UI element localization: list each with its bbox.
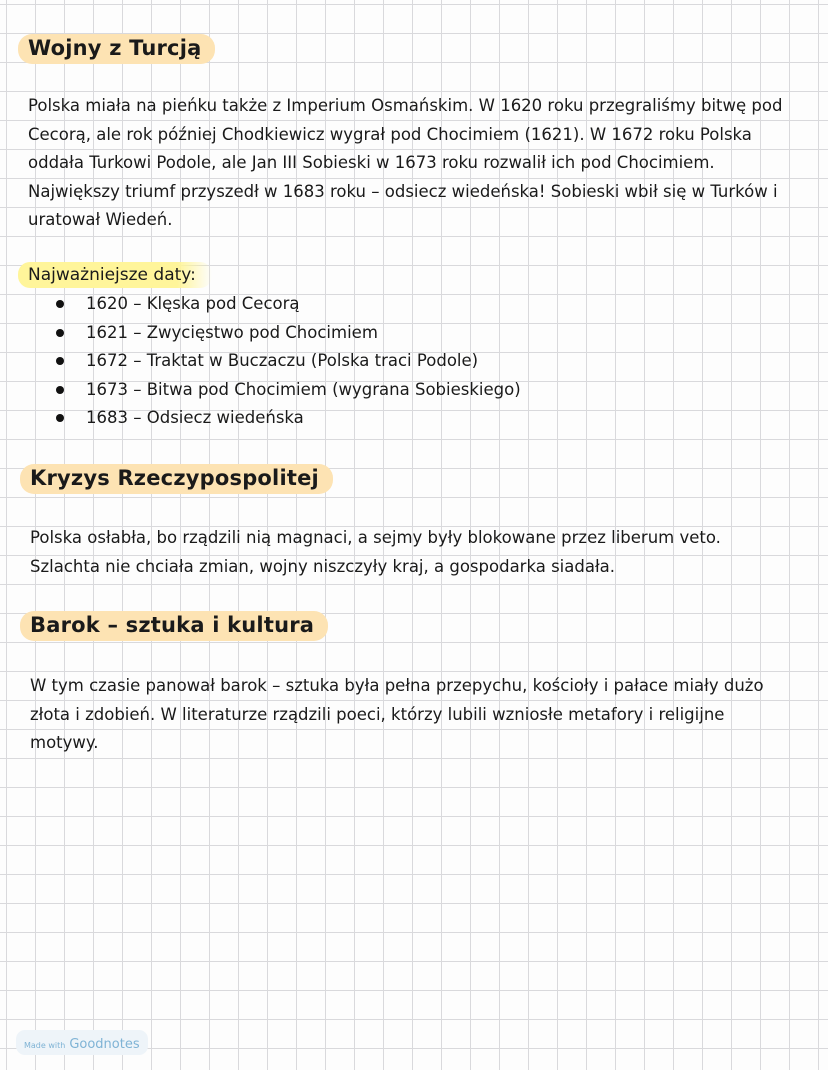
- paragraph-wojny: Polska miała na pieńku także z Imperium Osmańskim. W 1620 roku przegraliśmy bitwę pod Cecorą, ale rok później Chodkiewicz wygrał pod Chocimiem (1621). W 1672 roku Polska oddała Turkowi Podole, ale Jan III Sobieski w 1673 roku rozwalił ich pod Chocimiem. Największy triumf przyszedł w 1683 roku – odsiecz wiedeńska! Sobieski wbił się w Turków i uratował Wiedeń.: [28, 96, 783, 229]
- list-item: [56, 319, 521, 348]
- date-item-text: 1683 – Odsiecz wiedeńska: [86, 408, 304, 427]
- paragraph-barok: W tym czasie panował barok – sztuka była pełna przepychu, kościoły i pałace miały dużo złota i zdobień. W literaturze rządzili poeci, którzy lubili wzniosłe metafory i religijne motywy.: [30, 676, 764, 752]
- goodnotes-watermark: [16, 1030, 148, 1055]
- dates-list: [56, 290, 521, 433]
- paragraph-kryzys: Polska osłabła, bo rządzili nią magnaci, a sejmy były blokowane przez liberum veto. Szlachta nie chciała zmian, wojny niszczyły kraj, a gospodarka siadała.: [30, 528, 721, 576]
- list-item: [56, 404, 521, 433]
- watermark-prefix: Made with: [24, 1041, 66, 1050]
- date-item-text: 1673 – Bitwa pod Chocimiem (wygrana Sobieskiego): [86, 379, 521, 399]
- heading-barok: Barok – sztuka i kultura: [20, 611, 328, 641]
- watermark-brand: Goodnotes: [69, 1037, 140, 1052]
- heading-wojny-z-turcja: Wojny z Turcją: [18, 34, 215, 64]
- bullet-icon: [56, 414, 64, 422]
- bullet-icon: [56, 386, 64, 394]
- list-item: [56, 347, 521, 376]
- bullet-icon: [56, 357, 64, 365]
- list-item: [56, 376, 521, 405]
- date-item-text: 1672 – Traktat w Buczaczu (Polska traci Podole): [86, 351, 479, 370]
- heading-kryzys-rzeczypospolitej: Kryzys Rzeczypospolitej: [20, 464, 333, 494]
- bullet-icon: [56, 300, 64, 308]
- bullet-icon: [56, 329, 64, 337]
- list-item: [56, 290, 521, 319]
- date-item-text: 1621 – Zwycięstwo pod Chocimiem: [86, 322, 378, 342]
- subheading-najwazniejsze-daty: Najważniejsze daty:: [18, 262, 212, 288]
- date-item-text: 1620 – Klęska pod Cecorą: [86, 294, 300, 313]
